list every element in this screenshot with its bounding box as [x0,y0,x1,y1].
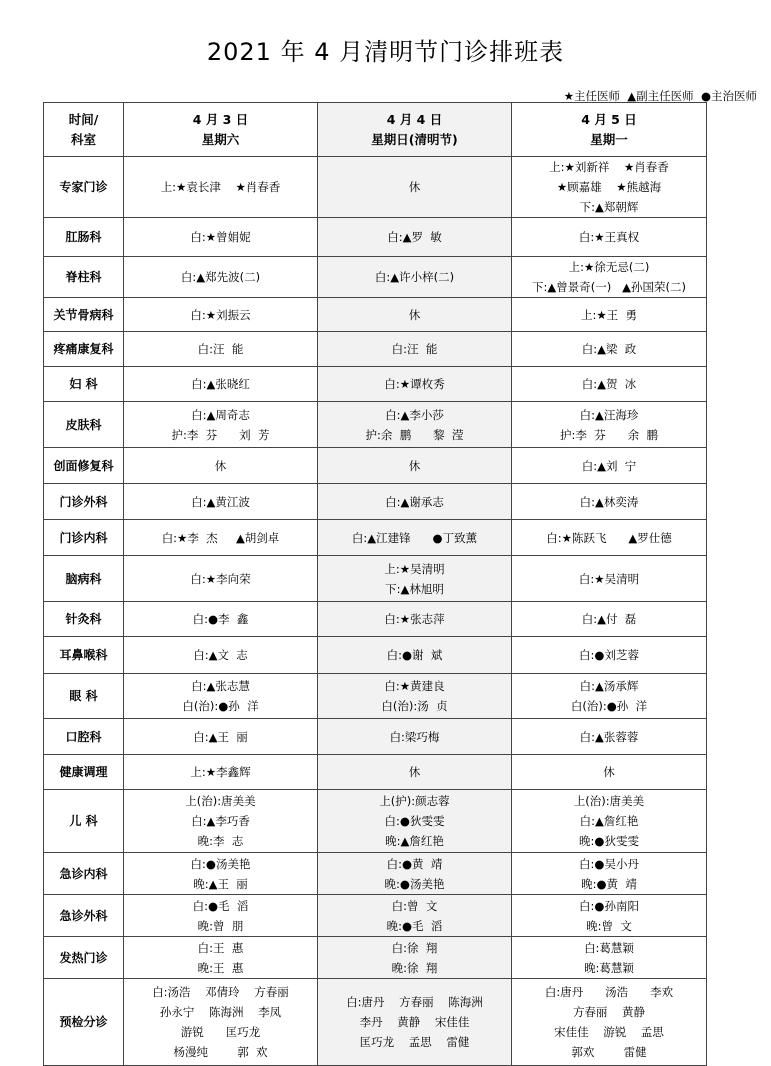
schedule-line: 休 [408,307,421,322]
schedule-cell-apr4 [318,755,512,790]
table-row [44,298,707,332]
table-row [44,257,707,298]
schedule-cell-apr5 [512,979,707,1066]
schedule-cell-apr5 [512,484,707,520]
schedule-cell-apr4 [318,556,512,602]
rank-legend: ★主任医师 ▲副主任医师 ●主治医师 [563,89,757,103]
schedule-line: 休 [603,765,615,779]
schedule-line: 白:梁巧梅 [389,729,440,744]
schedule-line: 晚:葛慧颖 [584,960,634,975]
schedule-cell-apr3 [124,895,318,937]
schedule-cell-apr5 [512,602,707,637]
schedule-line: 白:唐丹 方春丽 陈海洲 [346,995,483,1009]
schedule-line: 游锐 匡巧龙 [180,1025,261,1039]
schedule-cell-apr5 [512,719,707,755]
time-dept-header: 时间/ 科室 [44,103,124,157]
schedule-line: 白:▲林奕涛 [579,494,639,509]
schedule-cell-apr3 [124,484,318,520]
schedule-cell-apr4 [318,674,512,719]
schedule-cell-apr4 [318,790,512,853]
day-header-apr3: 4 月 3 日 星期六 [124,103,318,157]
table-row [44,402,707,448]
day-header-apr4: 4 月 4 日 星期日(清明节) [318,103,512,157]
schedule-cell-apr4 [318,367,512,402]
schedule-line: 上:★王 勇 [581,307,637,322]
dept-name: 急诊内科 [44,853,124,895]
dept-name: 皮肤科 [44,402,124,448]
schedule-line: 白:●李 鑫 [192,612,249,626]
schedule-cell-apr3 [124,937,318,979]
schedule-line: 上:★李鑫辉 [190,765,251,779]
schedule-line: 白:★黄建良 [384,679,445,693]
table-row [44,448,707,484]
schedule-line: 白:▲许小梓(二) [374,270,455,284]
schedule-cell-apr4 [318,257,512,298]
schedule-cell-apr3 [124,602,318,637]
schedule-line: 白:●黄 靖 [386,856,443,871]
schedule-line: 休 [214,458,227,473]
schedule-line: 白:●狄雯雯 [384,814,445,828]
schedule-cell-apr3 [124,556,318,602]
schedule-line: 白:▲李巧香 [191,814,250,828]
schedule-line: 白:▲梁 政 [581,342,637,356]
schedule-line: 晚:▲王 丽 [193,876,248,891]
schedule-line: 白:★吴清明 [578,571,640,586]
schedule-line: 白:▲谢承志 [385,494,444,509]
table-row [44,520,707,556]
table-row [44,719,707,755]
schedule-cell-apr3 [124,218,318,257]
schedule-line: 白:▲贺 冰 [581,377,637,391]
schedule-line: 白(治):汤 贞 [381,699,448,713]
schedule-cell-apr3 [124,719,318,755]
schedule-cell-apr5 [512,218,707,257]
schedule-line: 白(治):●孙 洋 [182,699,259,713]
schedule-line: 白:▲王 丽 [193,729,248,744]
schedule-cell-apr5 [512,402,707,448]
schedule-cell-apr4 [318,853,512,895]
dept-name: 创面修复科 [44,448,124,484]
schedule-line: 晚:▲詹红艳 [385,834,444,848]
schedule-cell-apr4 [318,218,512,257]
schedule-line: 上:★徐无忌(二) [568,260,650,274]
dept-name: 针灸科 [44,602,124,637]
schedule-line: 护:余 鹏 黎 滢 [365,427,464,442]
schedule-cell-apr5 [512,448,707,484]
schedule-line: 白:★张志萍 [384,612,445,626]
schedule-line: 白:▲汤承辉 [579,679,639,693]
schedule-line: 晚:●汤美艳 [384,876,445,891]
schedule-line: 上:★吴清明 [384,561,445,576]
schedule-cell-apr5 [512,895,707,937]
dept-name: 健康调理 [44,755,124,790]
schedule-line: 白:▲付 磊 [581,612,637,626]
schedule-line: 白:王 惠 [197,940,244,955]
table-row [44,602,707,637]
schedule-cell-apr4 [318,448,512,484]
dept-name: 发热门诊 [44,937,124,979]
schedule-line: 白(治):●孙 洋 [570,699,648,713]
schedule-line: 白:★李 杰 ▲胡剑卓 [161,530,280,545]
schedule-line: 白:●孙南阳 [579,898,639,913]
schedule-cell-apr4 [318,637,512,674]
schedule-line: 休 [408,180,421,194]
schedule-line: 护:李 芬 刘 芳 [171,427,270,442]
table-row [44,979,707,1066]
schedule-cell-apr3 [124,367,318,402]
schedule-cell-apr3 [124,755,318,790]
dept-name: 急诊外科 [44,895,124,937]
dept-name: 脊柱科 [44,257,124,298]
schedule-cell-apr4 [318,157,512,218]
schedule-cell-apr4 [318,937,512,979]
schedule-line: 晚:李 志 [197,834,244,848]
schedule-line: 白:徐 翔 [391,940,438,955]
schedule-line: 晚:王 惠 [197,960,244,975]
schedule-line: 白:★刘振云 [190,307,251,322]
dept-name: 疼痛康复科 [44,332,124,367]
table-row [44,895,707,937]
schedule-line: 白:汪 能 [197,342,244,356]
dept-name: 专家门诊 [44,157,124,218]
schedule-cell-apr5 [512,937,707,979]
schedule-line: 匡巧龙 孟思 雷健 [359,1035,470,1049]
schedule-cell-apr5 [512,157,707,218]
schedule-line: 晚:曾 朋 [197,918,244,933]
dept-name: 妇 科 [44,367,124,402]
schedule-cell-apr4 [318,895,512,937]
schedule-line: 上(护):颜志蓉 [379,794,450,808]
schedule-line: 白:唐丹 汤浩 李欢 [544,985,674,999]
schedule-line: 白:▲张志慧 [191,679,250,693]
schedule-line: 晚:徐 翔 [391,960,438,975]
schedule-cell-apr5 [512,556,707,602]
schedule-line: 白:★李向荣 [190,571,251,586]
schedule-line: 郭欢 雷健 [571,1045,647,1059]
schedule-cell-apr5 [512,367,707,402]
schedule-line: 白:★王真权 [578,230,640,244]
schedule-line: 杨漫纯 郭 欢 [173,1045,268,1059]
schedule-cell-apr5 [512,257,707,298]
schedule-cell-apr5 [512,520,707,556]
dept-name: 口腔科 [44,719,124,755]
schedule-line: 下:▲郑朝辉 [579,200,639,214]
schedule-line: 白:●刘芝蓉 [579,648,639,662]
dept-name: 儿 科 [44,790,124,853]
schedule-cell-apr3 [124,853,318,895]
table-row [44,484,707,520]
schedule-line: 白:●毛 滔 [192,898,249,913]
schedule-line: 护:李 芬 余 鹏 [560,427,658,442]
dept-name: 门诊外科 [44,484,124,520]
schedule-cell-apr4 [318,602,512,637]
schedule-cell-apr3 [124,157,318,218]
schedule-line: 下:▲曾景奇(一) ▲孙国荣(二) [532,280,686,294]
dept-name: 耳鼻喉科 [44,637,124,674]
schedule-cell-apr3 [124,790,318,853]
dept-name: 关节骨病科 [44,298,124,332]
table-row [44,755,707,790]
dept-name: 预检分诊 [44,979,124,1066]
table-row [44,157,707,218]
schedule-cell-apr3 [124,637,318,674]
schedule-line: 上(治):唐美美 [185,794,256,808]
schedule-line: 方春丽 黄静 [572,1005,646,1019]
schedule-line: 白:▲文 志 [193,648,248,662]
schedule-cell-apr4 [318,298,512,332]
schedule-line: 白:★陈跃飞 ▲罗仕德 [546,530,672,545]
page-title: 2021 年 4 月清明节门诊排班表 [206,38,565,66]
schedule-line: 白:★曾娟妮 [190,230,251,244]
table-row [44,556,707,602]
schedule-line: 白:曾 文 [391,898,438,913]
schedule-table [43,102,707,1066]
dept-name: 眼 科 [44,674,124,719]
schedule-cell-apr4 [318,402,512,448]
schedule-cell-apr5 [512,790,707,853]
schedule-line: 白:▲李小莎 [385,407,444,422]
schedule-cell-apr4 [318,484,512,520]
schedule-line: 白:▲罗 敏 [387,230,442,244]
schedule-line: 宋佳佳 游锐 孟思 [554,1025,664,1039]
schedule-cell-apr5 [512,298,707,332]
schedule-cell-apr3 [124,332,318,367]
schedule-line: 晚:●黄 靖 [581,876,637,891]
dept-name: 门诊内科 [44,520,124,556]
schedule-line: 晚:●毛 滔 [386,918,443,933]
schedule-line: 晚:●狄雯雯 [579,834,639,848]
schedule-line: 李丹 黄静 宋佳佳 [359,1015,470,1029]
schedule-line: 白:●汤美艳 [190,856,251,871]
schedule-line: 孙永宁 陈海洲 李凤 [159,1005,282,1019]
schedule-line: 白:▲江建锋 ●丁致薰 [351,530,478,545]
schedule-line: 白:▲郑先波(二) [180,270,261,284]
schedule-line: 白:▲黄江波 [191,494,250,509]
table-row [44,853,707,895]
day-header-apr5: 4 月 5 日 星期一 [512,103,707,157]
schedule-cell-apr3 [124,674,318,719]
schedule-cell-apr4 [318,332,512,367]
table-row [44,218,707,257]
schedule-cell-apr5 [512,332,707,367]
schedule-line: 白:葛慧颖 [584,940,634,955]
schedule-line: 白:▲张晓红 [191,377,250,391]
schedule-line: 上(治):唐美美 [573,794,645,808]
schedule-cell-apr5 [512,755,707,790]
schedule-cell-apr3 [124,979,318,1066]
table-row [44,937,707,979]
schedule-line: 白:汤浩 邓倩玲 方春丽 [152,985,289,999]
schedule-line: 白:▲周奇志 [191,407,250,422]
schedule-cell-apr4 [318,719,512,755]
schedule-line: 白:汪 能 [391,342,438,356]
schedule-cell-apr3 [124,257,318,298]
schedule-line: 白:●谢 斌 [386,648,443,662]
schedule-cell-apr3 [124,448,318,484]
schedule-cell-apr4 [318,520,512,556]
schedule-line: 白:▲詹红艳 [579,814,639,828]
schedule-cell-apr3 [124,520,318,556]
schedule-line: 白:▲汪海珍 [579,407,639,422]
schedule-line: 晚:曾 文 [586,918,632,933]
schedule-cell-apr5 [512,637,707,674]
schedule-line: 休 [408,458,421,473]
schedule-line: ★顾嘉雄 ★熊越海 [556,180,662,194]
schedule-line: 白:★谭枚秀 [384,377,445,391]
table-row [44,332,707,367]
schedule-cell-apr3 [124,298,318,332]
schedule-line: 下:▲林旭明 [385,581,444,596]
schedule-cell-apr4 [318,979,512,1066]
schedule-line: 上:★刘新祥 ★肖春香 [549,160,669,174]
dept-name: 脑病科 [44,556,124,602]
schedule-line: 休 [408,765,421,779]
schedule-cell-apr5 [512,674,707,719]
table-header-row [44,103,707,157]
schedule-cell-apr5 [512,853,707,895]
table-row [44,674,707,719]
schedule-line: 白:▲张蓉蓉 [579,729,639,744]
table-row [44,367,707,402]
table-row [44,790,707,853]
schedule-line: 上:★袁长津 ★肖春香 [160,180,281,194]
dept-name: 肛肠科 [44,218,124,257]
schedule-cell-apr3 [124,402,318,448]
table-row [44,637,707,674]
schedule-line: 白:●吴小丹 [579,856,639,871]
schedule-line: 白:▲刘 宁 [581,458,637,473]
